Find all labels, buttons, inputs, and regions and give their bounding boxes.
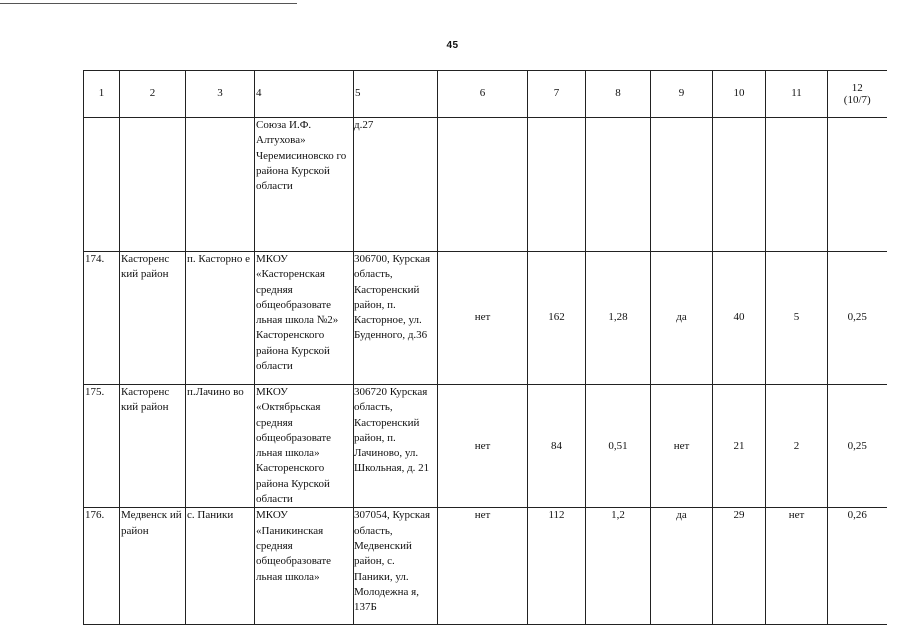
column-header (828, 71, 887, 118)
cell-address: 307054, Курская область, Медвенский район, с. Паники, ул. Молодежна я, 137Б (354, 508, 438, 625)
cell-c7: 84 (528, 385, 586, 508)
cell-settlement: с. Паники (186, 508, 255, 625)
cell-c7: 112 (528, 508, 586, 625)
cell-c8: 0,51 (586, 385, 651, 508)
column-header-line: 12 (851, 82, 863, 94)
column-header: 10 (713, 71, 766, 118)
cell-number (84, 118, 120, 252)
column-header: 1 (84, 71, 120, 118)
header-row (84, 71, 887, 118)
cell-number: 174. (84, 252, 120, 385)
table-row (84, 385, 887, 508)
cell-district: Касторенс кий район (120, 252, 186, 385)
cell-c6: нет (438, 385, 528, 508)
cell-district (120, 118, 186, 252)
cell-c9: нет (651, 385, 713, 508)
column-header: 2 (120, 71, 186, 118)
column-header: 8 (586, 71, 651, 118)
cell-c8: 1,28 (586, 252, 651, 385)
cell-address: 306720 Курская область, Касторенский район, п. Лачиново, ул. Школьная, д. 21 (354, 385, 438, 508)
column-header: 11 (766, 71, 828, 118)
column-header-line: (10/7) (843, 94, 871, 106)
cell-c10 (713, 118, 766, 252)
cell-school: Союза И.Ф. Алтухова» Черемисиновско го района Курской области (255, 118, 354, 252)
column-header: 7 (528, 71, 586, 118)
column-header: 9 (651, 71, 713, 118)
top-rule (0, 3, 297, 4)
cell-settlement: п.Лачино во (186, 385, 255, 508)
cell-c10: 21 (713, 385, 766, 508)
cell-c12: 0,25 (828, 252, 887, 385)
column-header: 3 (186, 71, 255, 118)
cell-c10: 29 (713, 508, 766, 625)
cell-c12 (828, 118, 887, 252)
cell-c11 (766, 118, 828, 252)
column-header: 6 (438, 71, 528, 118)
cell-number: 175. (84, 385, 120, 508)
cell-settlement (186, 118, 255, 252)
cell-c8: 1,2 (586, 508, 651, 625)
cell-c10: 40 (713, 252, 766, 385)
table-row (84, 118, 887, 252)
cell-number: 176. (84, 508, 120, 625)
cell-c9: да (651, 252, 713, 385)
cell-c9 (651, 118, 713, 252)
cell-c9: да (651, 508, 713, 625)
cell-c12: 0,26 (828, 508, 887, 625)
cell-c12: 0,25 (828, 385, 887, 508)
cell-district: Касторенс кий район (120, 385, 186, 508)
column-header: 4 (255, 71, 354, 118)
cell-address: 306700, Курская область, Касторенский район, п. Касторное, ул. Буденного, д.36 (354, 252, 438, 385)
cell-c11: 2 (766, 385, 828, 508)
cell-c11: 5 (766, 252, 828, 385)
cell-school: МКОУ «Касторенская средняя общеобразовате льная школа №2» Касторенского района Курской области (255, 252, 354, 385)
cell-address: д.27 (354, 118, 438, 252)
cell-c6: нет (438, 252, 528, 385)
cell-c6 (438, 118, 528, 252)
cell-c7: 162 (528, 252, 586, 385)
cell-c6: нет (438, 508, 528, 625)
cell-district: Медвенск ий район (120, 508, 186, 625)
table-row (84, 508, 887, 625)
page-number: 45 (446, 40, 459, 51)
cell-c8 (586, 118, 651, 252)
cell-c7 (528, 118, 586, 252)
table-row (84, 252, 887, 385)
cell-settlement: п. Касторно е (186, 252, 255, 385)
cell-school: МКОУ «Паникинская средняя общеобразовате льная школа» (255, 508, 354, 625)
cell-c11: нет (766, 508, 828, 625)
cell-school: МКОУ «Октябрьская средняя общеобразовате льная школа» Касторенского района Курской области (255, 385, 354, 508)
schools-table (83, 70, 887, 625)
column-header: 5 (354, 71, 438, 118)
